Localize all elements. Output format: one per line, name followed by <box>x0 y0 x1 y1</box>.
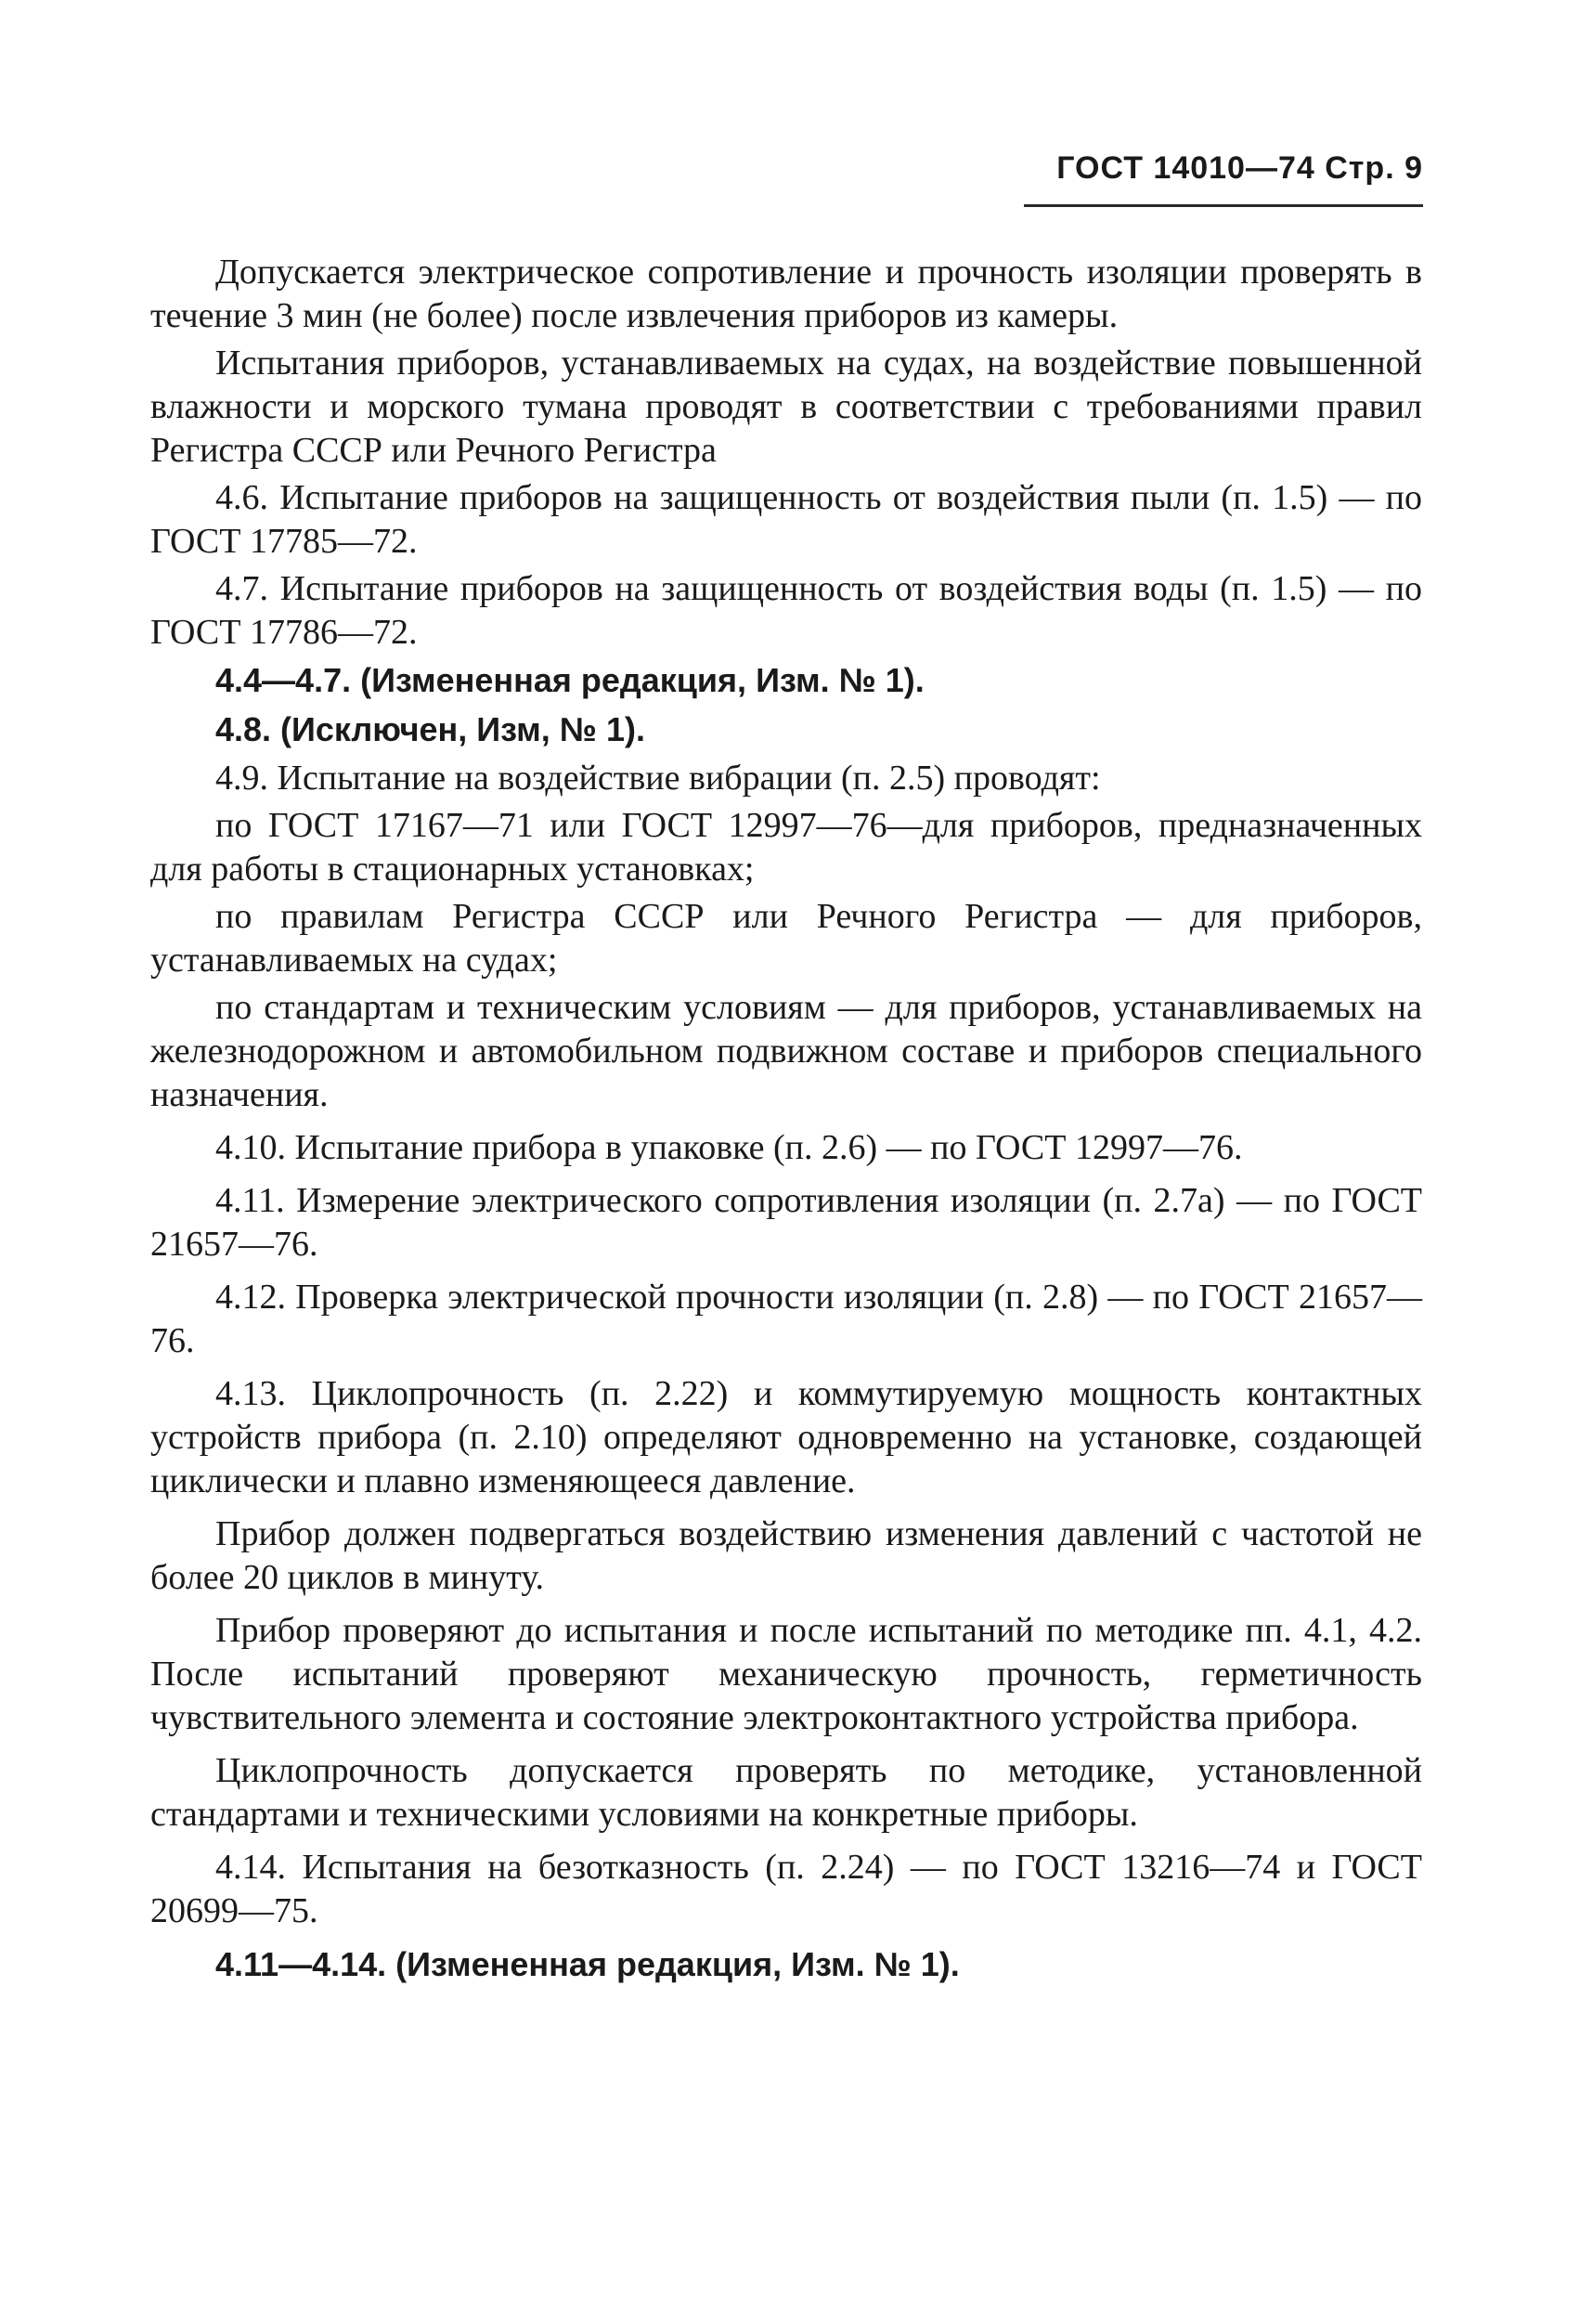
list-item: по стандартам и техническим условиям — для приборов, устанавливаемых на железнодорожном и автомобильном подвижном составе и приборов специального назначения. <box>150 988 1422 1114</box>
paragraph: Прибор проверяют до испытания и после испытаний по методике пп. 4.1, 4.2. После испытаний проверяют механическую прочность, герметичность чувствительного элемента и состояние электроконтактного устройства прибора. <box>150 1611 1422 1737</box>
paragraph: 4.6. Испытание приборов на защищенность от воздействия пыли (п. 1.5) — по ГОСТ 17785—72. <box>150 478 1422 561</box>
page-header <box>1056 150 1423 198</box>
list-item: по ГОСТ 17167—71 или ГОСТ 12997—76—для приборов, предназначенных для работы в стационарных установках; <box>150 806 1422 889</box>
paragraph: 4.11. Измерение электрического сопротивления изоляции (п. 2.7а) — по ГОСТ 21657—76. <box>150 1181 1422 1264</box>
paragraph: Допускается электрическое сопротивление и прочность изоляции проверять в течение 3 мин (не более) после извлечения приборов из камеры. <box>150 253 1422 335</box>
amendment-note: 4.11—4.14. (Измененная редакция, Изм. № 1). <box>215 1945 960 1983</box>
amendment-note: 4.8. (Исключен, Изм, № 1). <box>215 710 645 748</box>
header-title: ГОСТ 14010—74 Стр. 9 <box>1056 150 1423 186</box>
paragraph: Прибор должен подвергаться воздействию изменения давлений с частотой не более 20 циклов в минуту. <box>150 1514 1422 1597</box>
header-divider <box>1024 204 1423 207</box>
paragraph: 4.12. Проверка электрической прочности изоляции (п. 2.8) — по ГОСТ 21657—76. <box>150 1278 1422 1360</box>
paragraph: Испытания приборов, устанавливаемых на судах, на воздействие повышенной влажности и морского тумана проводят в соответствии с требованиями правил Регистра СССР или Речного Регистра <box>150 344 1422 470</box>
paragraph: 4.14. Испытания на безотказность (п. 2.24) — по ГОСТ 13216—74 и ГОСТ 20699—75. <box>150 1848 1422 1930</box>
paragraph: Циклопрочность допускается проверять по методике, установленной стандартами и техническими условиями на конкретные приборы. <box>150 1751 1422 1834</box>
paragraph: 4.7. Испытание приборов на защищенность от воздействия воды (п. 1.5) — по ГОСТ 17786—72. <box>150 569 1422 652</box>
paragraph: 4.10. Испытание прибора в упаковке (п. 2.6) — по ГОСТ 12997—76. <box>215 1128 1243 1167</box>
paragraph: 4.9. Испытание на воздействие вибрации (п. 2.5) проводят: <box>215 759 1101 798</box>
list-item: по правилам Регистра СССР или Речного Регистра — для приборов, устанавливаемых на судах; <box>150 897 1422 980</box>
paragraph: 4.13. Циклопрочность (п. 2.22) и коммутируемую мощность контактных устройств прибора (п. 2.10) определяют одновременно на установке, создающей циклически и плавно изменяющееся давление. <box>150 1374 1422 1500</box>
amendment-note: 4.4—4.7. (Измененная редакция, Изм. № 1). <box>215 661 925 699</box>
document-body <box>150 251 1422 1992</box>
